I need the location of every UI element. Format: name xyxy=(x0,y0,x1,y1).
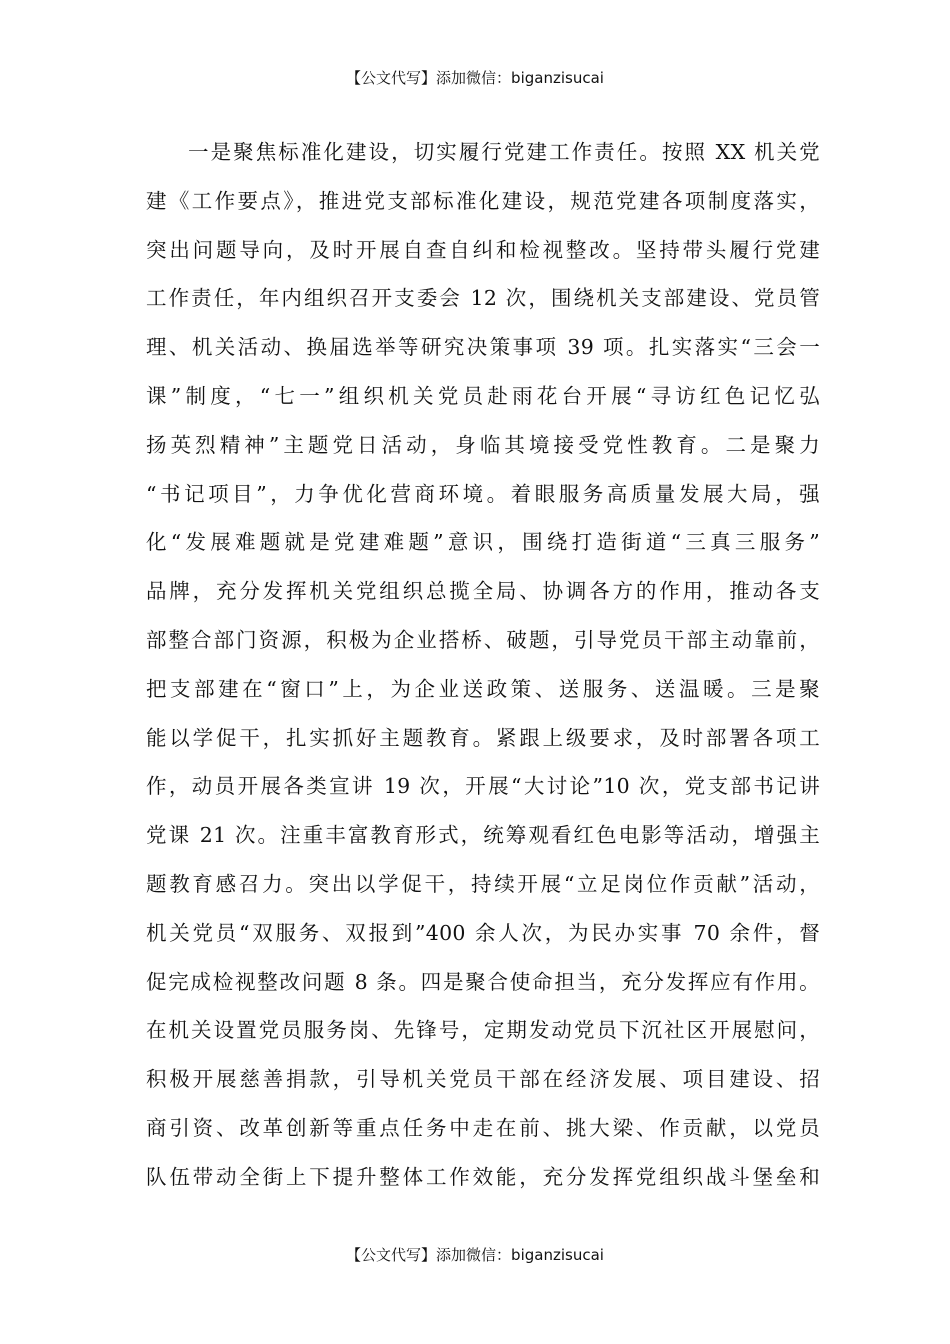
page-footer-watermark: 【公文代写】添加微信：biganzisucai xyxy=(346,1246,604,1264)
text-line: 在机关设置党员服务岗、先锋号，定期发动党员下沉社区开展慰问， xyxy=(146,1018,820,1043)
text-line: 品牌，充分发挥机关党组织总揽全局、协调各方的作用，推动各支 xyxy=(146,579,820,604)
text-line: 作，动员开展各类宣讲 19 次，开展“大讨论”10 次，党支部书记讲 xyxy=(146,774,820,799)
text-line: 化“发展难题就是党建难题”意识，围绕打造街道“三真三服务” xyxy=(146,530,820,555)
text-line: 促完成检视整改问题 8 条。四是聚合使命担当，充分发挥应有作用。 xyxy=(146,969,820,994)
text-line: 能以学促干，扎实抓好主题教育。紧跟上级要求，及时部署各项工 xyxy=(146,725,820,750)
text-line: 突出问题导向，及时开展自查自纠和检视整改。坚持带头履行党建 xyxy=(146,237,820,262)
text-line: 队伍带动全街上下提升整体工作效能，充分发挥党组织战斗堡垒和 xyxy=(146,1164,820,1189)
text-line: 课”制度，“七一”组织机关党员赴雨花台开展“寻访红色记忆弘 xyxy=(146,383,820,408)
text-line: 把支部建在“窗口”上，为企业送政策、送服务、送温暖。三是聚 xyxy=(146,676,820,701)
text-line: 党课 21 次。注重丰富教育形式，统筹观看红色电影等活动，增强主 xyxy=(146,823,820,848)
text-line: 一是聚焦标准化建设，切实履行党建工作责任。按照 XX 机关党 xyxy=(188,140,820,164)
text-line: 理、机关活动、换届选举等研究决策事项 39 项。扎实落实“三会一 xyxy=(146,335,820,360)
page-header-watermark: 【公文代写】添加微信：biganzisucai xyxy=(346,69,604,87)
text-line: 题教育感召力。突出以学促干，持续开展“立足岗位作贡献”活动， xyxy=(146,871,820,896)
text-line: 积极开展慈善捐款，引导机关党员干部在经济发展、项目建设、招 xyxy=(146,1067,820,1092)
text-line: 扬英烈精神”主题党日活动，身临其境接受党性教育。二是聚力 xyxy=(146,432,820,457)
text-line: 商引资、改革创新等重点任务中走在前、挑大梁、作贡献，以党员 xyxy=(146,1115,820,1140)
text-line: 机关党员“双服务、双报到”400 余人次，为民办实事 70 余件，督 xyxy=(146,920,820,945)
text-line: 工作责任，年内组织召开支委会 12 次，围绕机关支部建设、党员管 xyxy=(146,286,820,311)
body-text xyxy=(146,128,820,1202)
text-line: “书记项目”，力争优化营商环境。着眼服务高质量发展大局，强 xyxy=(146,481,820,506)
text-line: 建《工作要点》，推进党支部标准化建设，规范党建各项制度落实， xyxy=(146,188,820,213)
text-line: 部整合部门资源，积极为企业搭桥、破题，引导党员干部主动靠前， xyxy=(146,627,820,652)
